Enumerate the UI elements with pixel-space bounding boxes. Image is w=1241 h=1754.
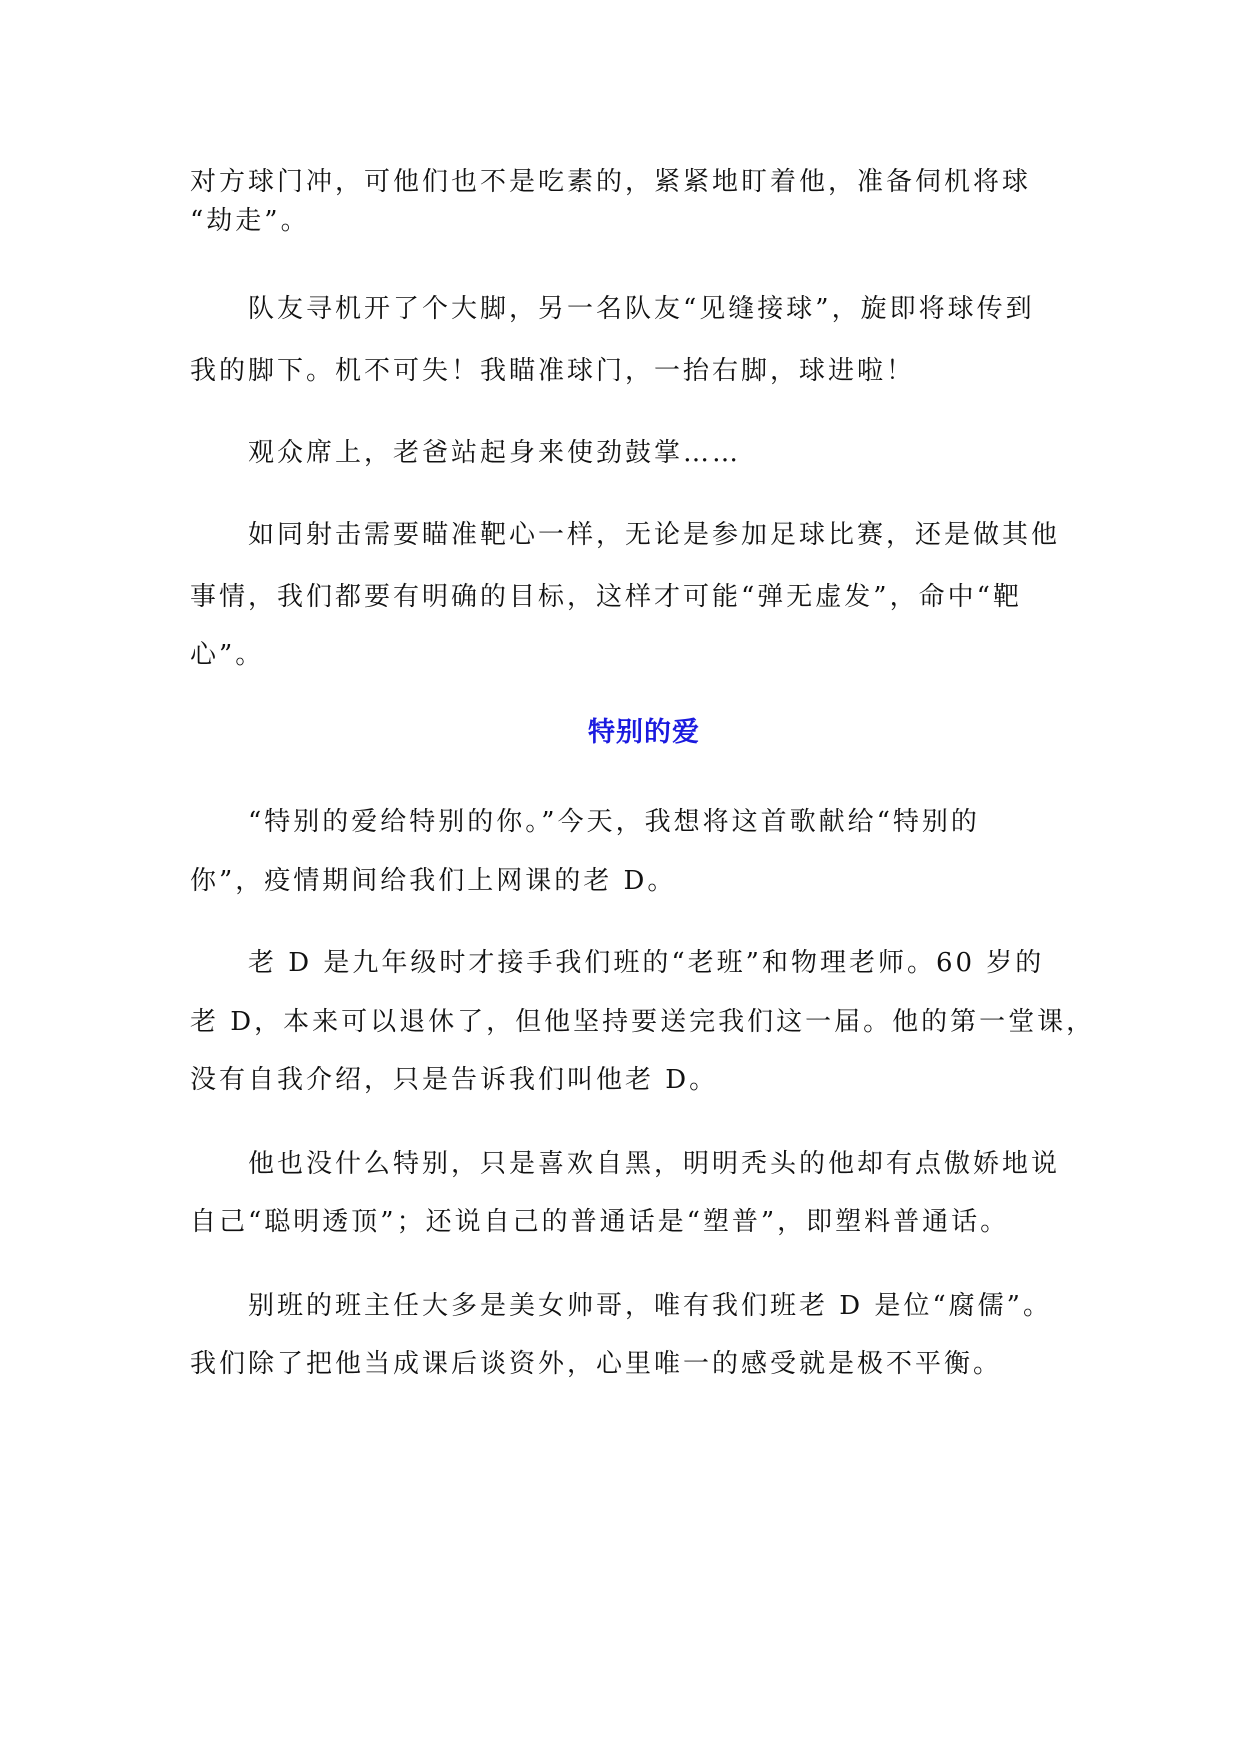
paragraph-6-line-3: 没有自我介绍，只是告诉我们叫他老 D。 [190, 1065, 719, 1095]
article-title: 特别的爱 [588, 717, 700, 748]
paragraph-8-line-1: 别班的班主任大多是美女帅哥，唯有我们班老 D 是位“腐儒”。 [248, 1291, 1052, 1321]
paragraph-6-line-1: 老 D 是九年级时才接手我们班的“老班”和物理老师。60 岁的 [248, 948, 1045, 978]
paragraph-1-line-1: 对方球门冲，可他们也不是吃素的，紧紧地盯着他，准备伺机将球 [190, 167, 1032, 197]
paragraph-6-line-2: 老 D，本来可以退休了，但他坚持要送完我们这一届。他的第一堂课， [190, 1007, 1096, 1037]
paragraph-5-line-1: “特别的爱给特别的你。”今天，我想将这首歌献给“特别的 [248, 807, 980, 837]
paragraph-7-line-1: 他也没什么特别，只是喜欢自黑，明明秃头的他却有点傲娇地说 [248, 1149, 1061, 1179]
paragraph-3-line-1: 观众席上，老爸站起身来使劲鼓掌…… [248, 438, 742, 468]
paragraph-5-line-2: 你”，疫情期间给我们上网课的老 D。 [190, 866, 677, 896]
paragraph-2-line-1: 队友寻机开了个大脚，另一名队友“见缝接球”，旋即将球传到 [248, 294, 1035, 324]
paragraph-4-line-1: 如同射击需要瞄准靶心一样，无论是参加足球比赛，还是做其他 [248, 520, 1061, 550]
paragraph-8-line-2: 我们除了把他当成课后谈资外，心里唯一的感受就是极不平衡。 [190, 1349, 1003, 1379]
paragraph-2-line-2: 我的脚下。机不可失！我瞄准球门，一抬右脚，球进啦！ [190, 356, 916, 386]
paragraph-7-line-2: 自己“聪明透顶”；还说自己的普通话是“塑普”，即塑料普通话。 [190, 1207, 1010, 1237]
paragraph-4-line-2: 事情，我们都要有明确的目标，这样才可能“弹无虚发”，命中“靶 [190, 582, 1022, 612]
paragraph-1-line-2: “劫走”。 [190, 206, 310, 236]
paragraph-4-line-3: 心”。 [190, 640, 265, 670]
